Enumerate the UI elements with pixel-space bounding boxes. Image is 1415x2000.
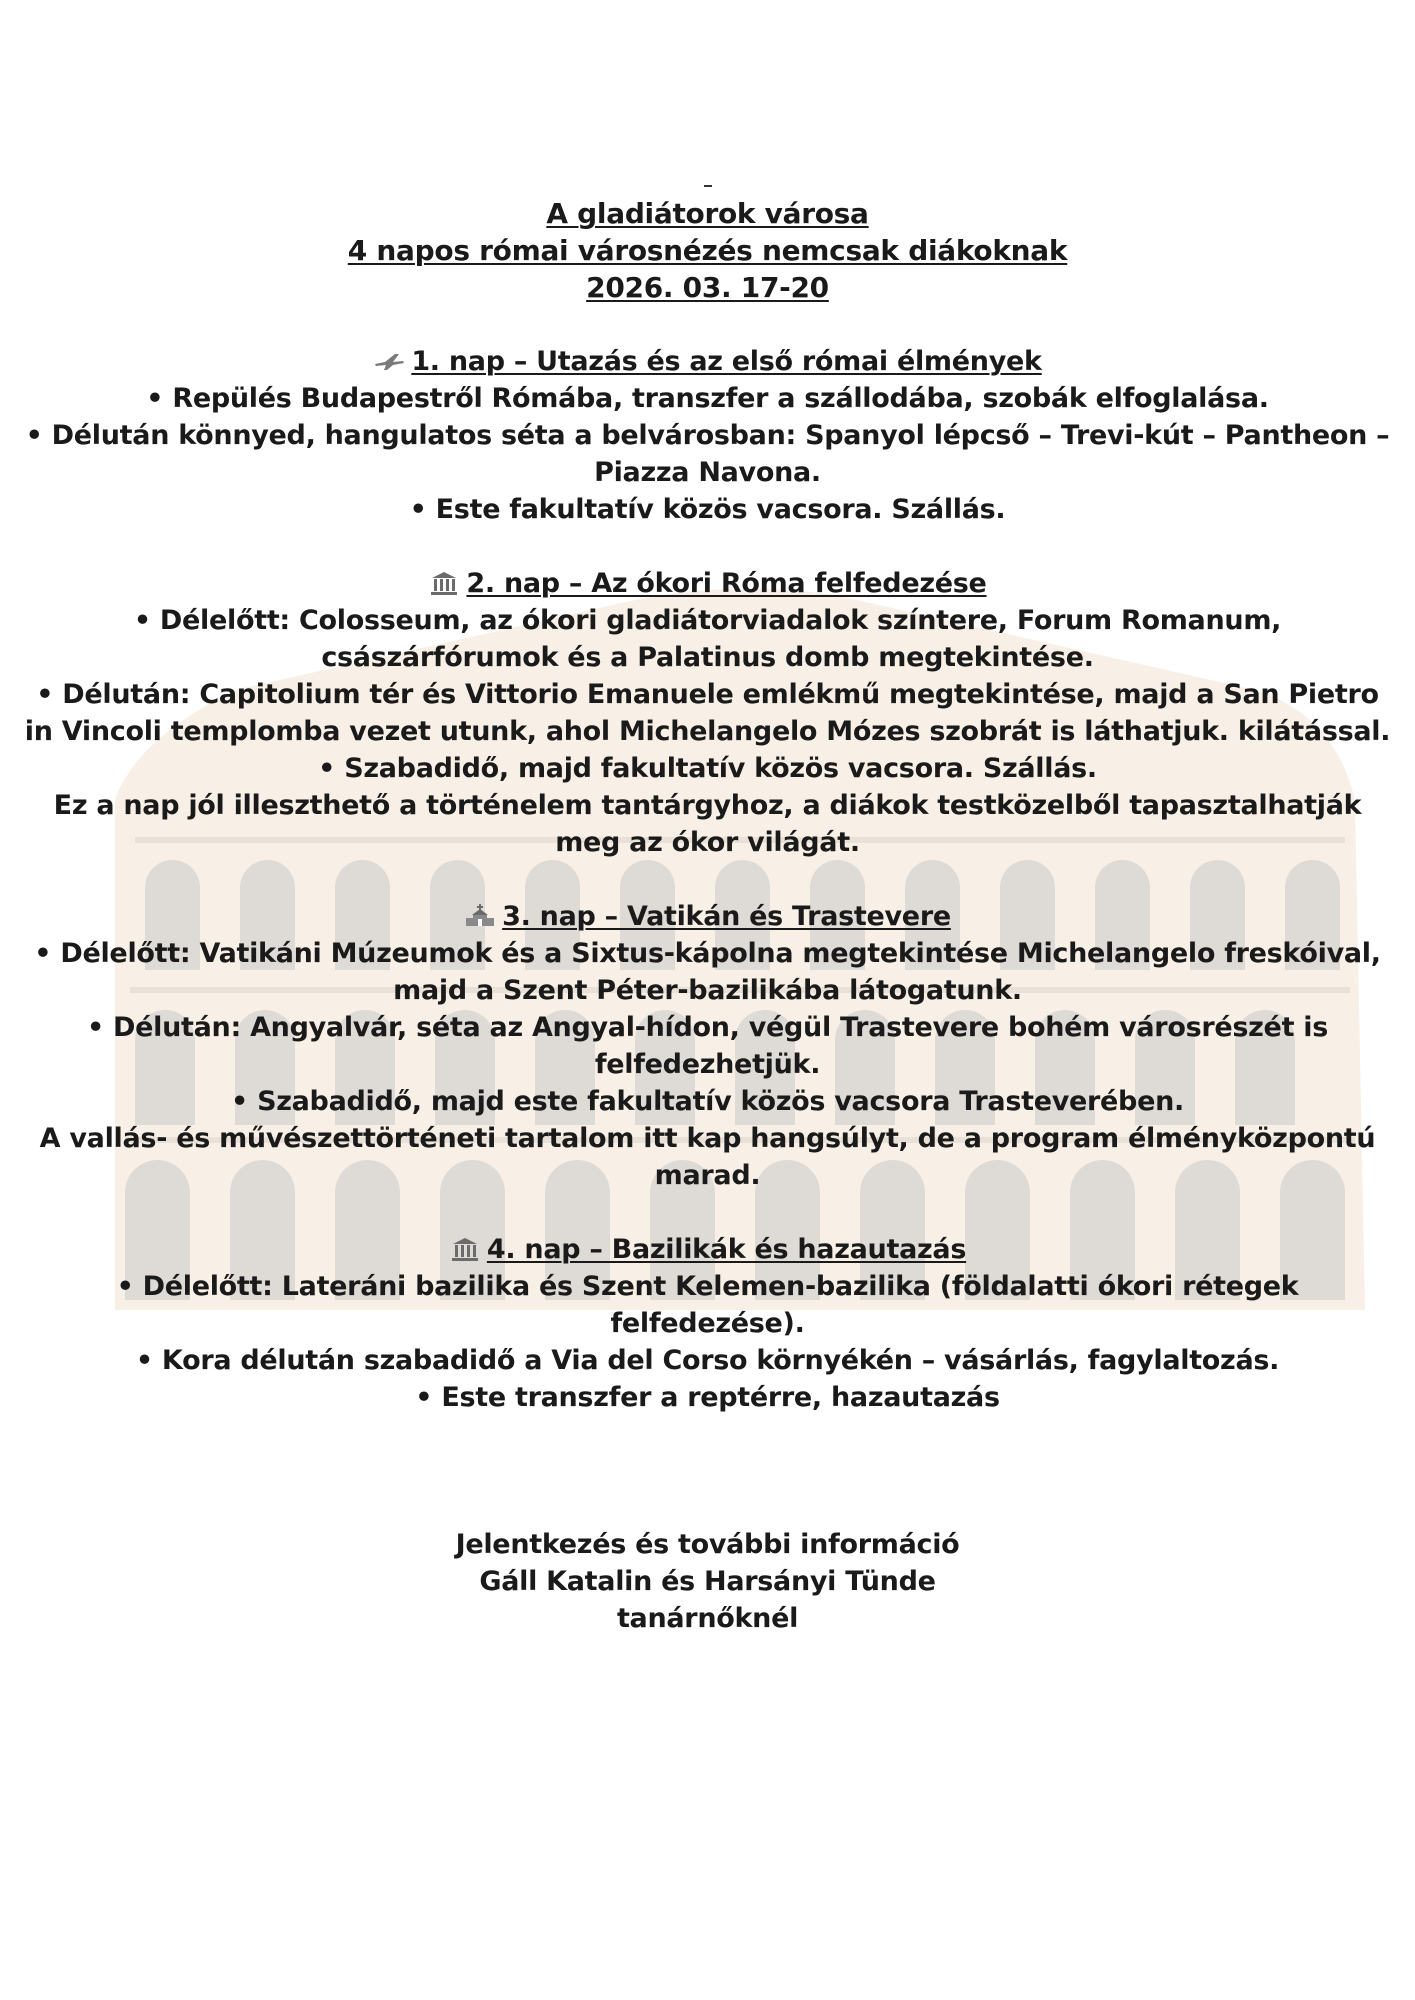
day-1-heading: 1. nap – Utazás és az első római élmények — [20, 343, 1395, 380]
day-3-line-4: A vallás- és művészettörténeti tartalom itt kap hangsúlyt, de a program élményközpontú marad. — [39, 1123, 1376, 1191]
day-1-line-2: • Délután könnyed, hangulatos séta a belvárosban: Spanyol lépcső – Trevi-kút – Pantheon – Piazza Navona. — [25, 420, 1390, 488]
page-title: A gladiátorok városa — [546, 197, 869, 230]
document-body — [20, 185, 1395, 1637]
church-icon — [464, 903, 496, 929]
title-block — [20, 195, 1395, 306]
day-3-section — [20, 898, 1395, 1194]
day-3-line-2: • Délután: Angyalvár, séta az Angyal-hídon, végül Trastevere bohém városrészét is felfedezhetjük. — [86, 1012, 1329, 1080]
page-subtitle: 4 napos római városnézés nemcsak diákoknak — [347, 234, 1068, 267]
day-3-heading: 3. nap – Vatikán és Trastevere — [20, 898, 1395, 935]
top-dash-mark — [704, 185, 712, 187]
day-1-section — [20, 343, 1395, 528]
trip-date: 2026. 03. 17-20 — [586, 271, 829, 304]
day-4-section — [20, 1231, 1395, 1416]
contact-line-1: Jelentkezés és további információ — [455, 1529, 960, 1560]
contact-section — [20, 1526, 1395, 1637]
day-2-line-2: • Délután: Capitolium tér és Vittorio Emanuele emlékmű megtekintése, majd a San Pietro in Vincoli templomba vezet utunk, ahol Michelangelo Mózes szobrát is láthatjuk. kilátással. — [24, 679, 1391, 747]
day-1-line-3: • Este fakultatív közös vacsora. Szállás. — [409, 494, 1006, 525]
day-4-heading: 4. nap – Bazilikák és hazautazás — [20, 1231, 1395, 1268]
day-2-line-3: • Szabadidő, majd fakultatív közös vacsora. Szállás. — [318, 753, 1097, 784]
day-4-line-2: • Kora délután szabadidő a Via del Corso környékén – vásárlás, fagylaltozás. — [135, 1345, 1280, 1376]
classical-building-icon — [428, 570, 460, 596]
day-3-line-3: • Szabadidő, majd este fakultatív közös vacsora Trasteverében. — [231, 1086, 1184, 1117]
day-1-line-1: • Repülés Budapestről Rómába, transzfer a szállodába, szobák elfoglalása. — [146, 383, 1269, 414]
day-2-line-1: • Délelőtt: Colosseum, az ókori gladiátorviadalok színtere, Forum Romanum, császárfórumok és a Palatinus domb megtekintése. — [133, 605, 1282, 673]
day-4-line-3: • Este transzfer a reptérre, hazautazás — [415, 1382, 1000, 1413]
classical-building-icon — [449, 1236, 481, 1262]
day-4-line-1: • Délelőtt: Lateráni bazilika és Szent Kelemen-bazilika (földalatti ókori rétegek felfedezése). — [116, 1271, 1299, 1339]
day-2-heading: 2. nap – Az ókori Róma felfedezése — [20, 565, 1395, 602]
day-3-line-1: • Délelőtt: Vatikáni Múzeumok és a Sixtus-kápolna megtekintése Michelangelo freskóival, majd a Szent Péter-bazilikába látogatunk. — [34, 938, 1381, 1006]
day-2-line-4: Ez a nap jól illeszthető a történelem tantárgyhoz, a diákok testközelből tapasztalhatják meg az ókor világát. — [53, 790, 1362, 858]
airplane-icon — [373, 348, 405, 374]
contact-line-2: Gáll Katalin és Harsányi Tünde — [479, 1566, 936, 1597]
contact-line-3: tanárnőknél — [616, 1603, 799, 1634]
day-2-section — [20, 565, 1395, 861]
